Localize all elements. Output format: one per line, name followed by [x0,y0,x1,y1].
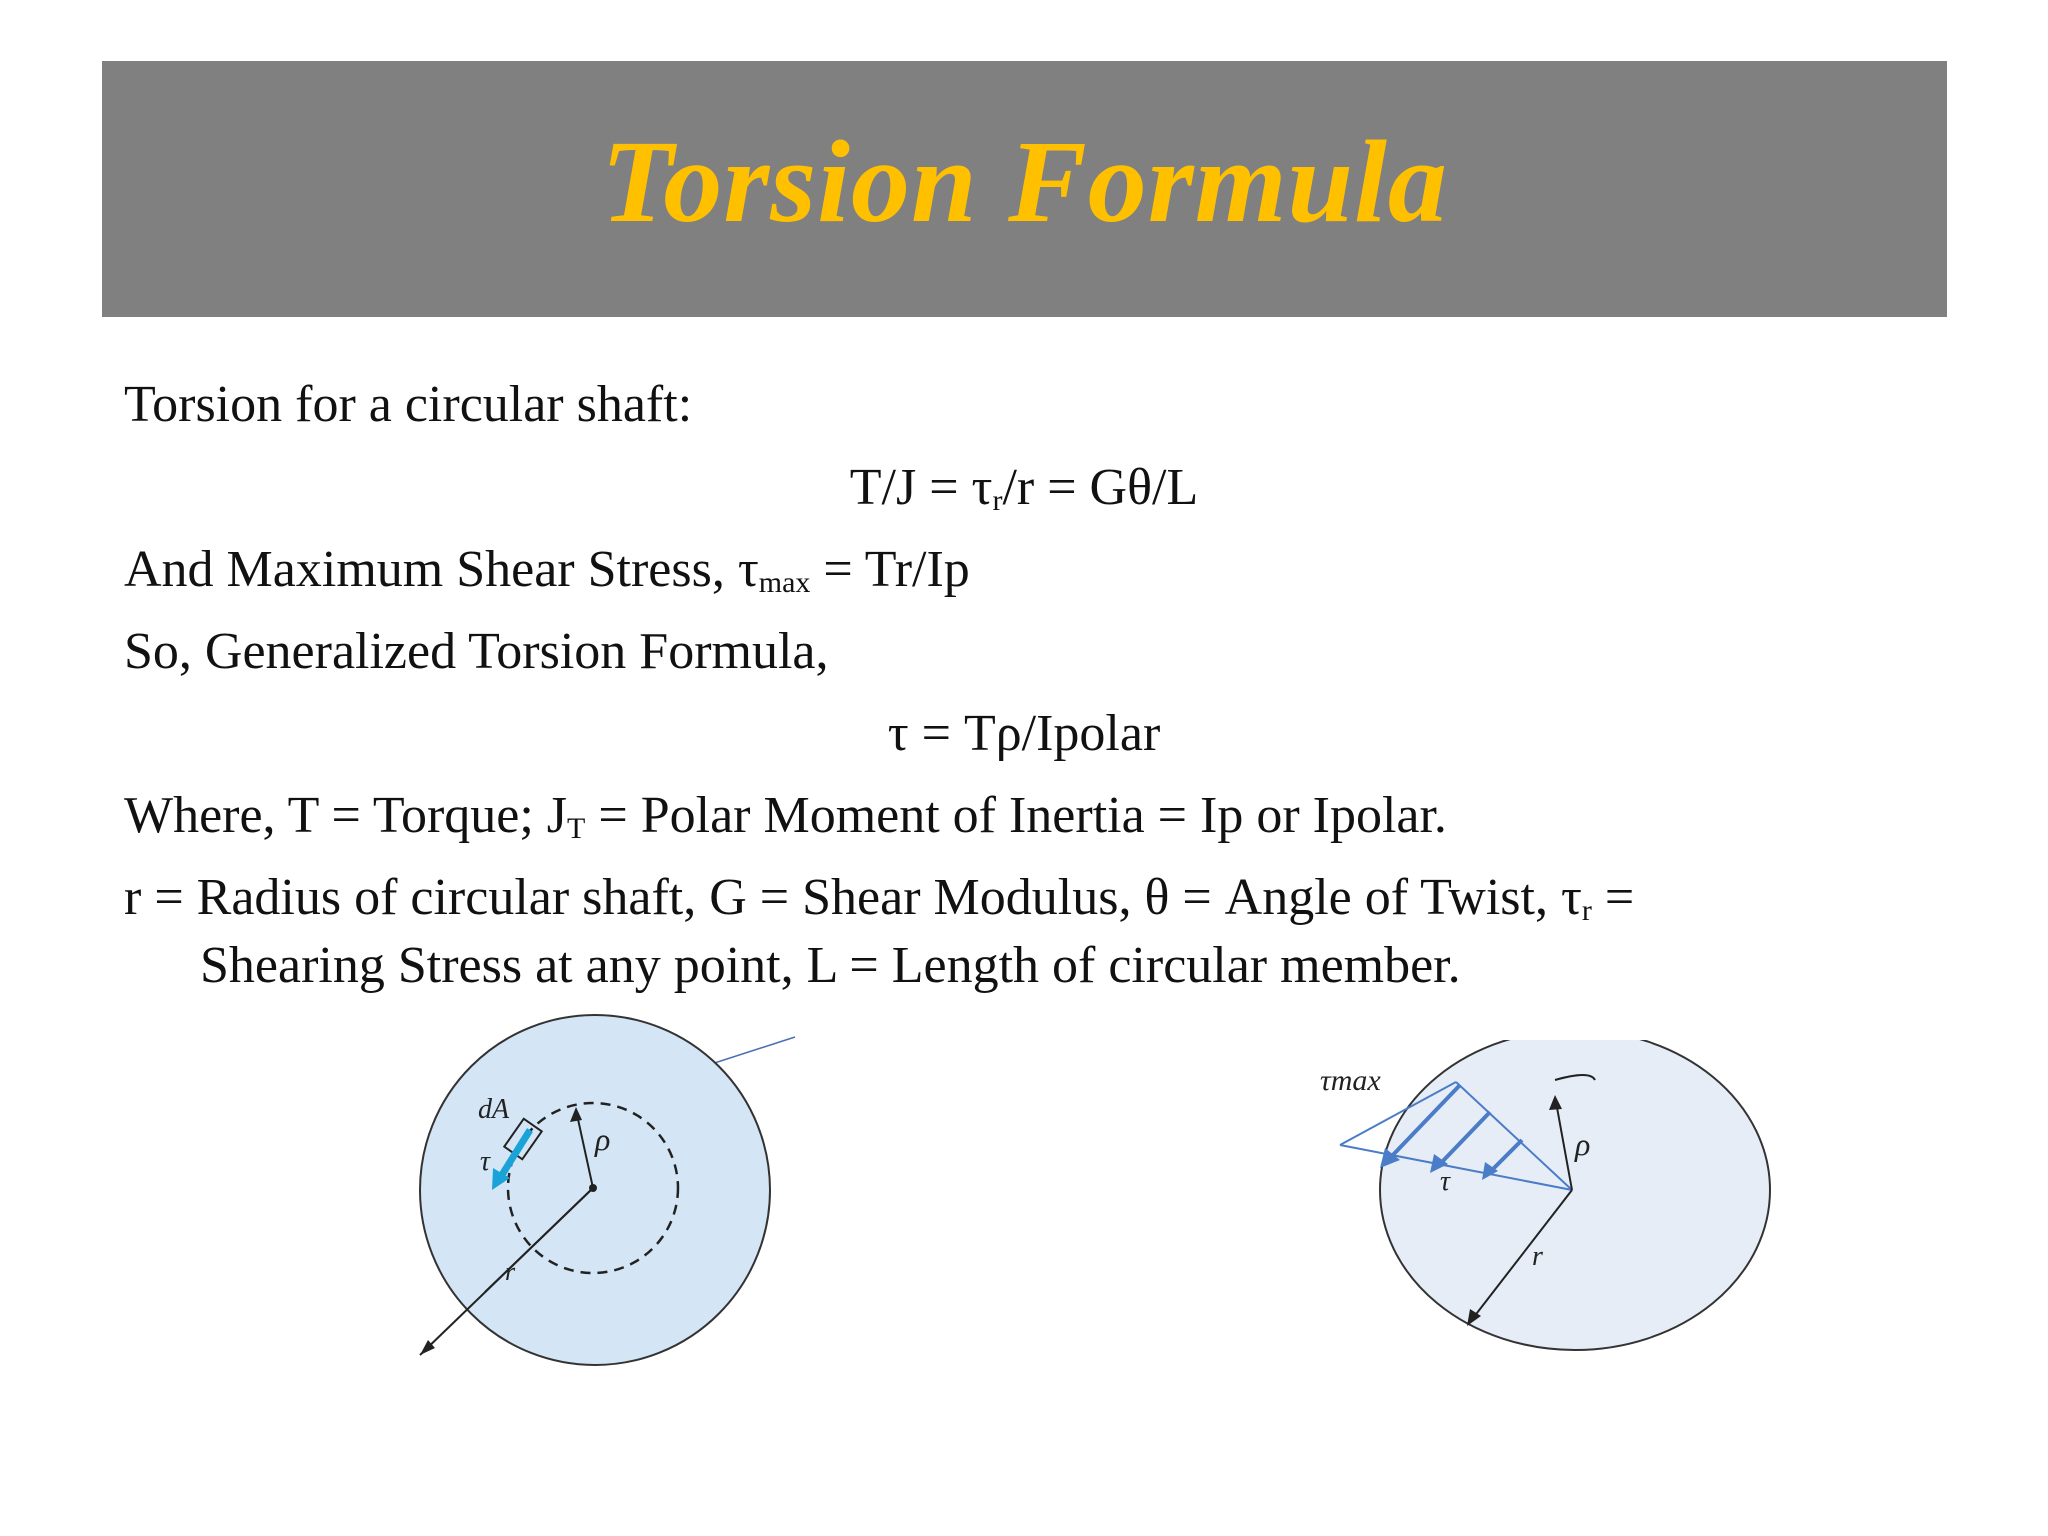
dA-label: dA [478,1094,510,1125]
text-subscript: T [567,812,586,845]
rho-label: ρ [1575,1126,1591,1162]
text-line-generalized [124,622,829,682]
equation-subscript: r [992,484,1003,517]
tau-max-label: τmax [1320,1064,1381,1097]
text-part: r = Radius of circular shaft, G = Shear Modulus, θ = Angle of Twist, τ [124,869,1582,926]
figure-shear-distribution [1300,1040,1800,1375]
text-subscript: max [758,566,811,599]
center-point [589,1184,597,1192]
text-line-definitions [124,868,1634,941]
equation-generalized [0,704,2048,764]
equation-torsion [0,458,2048,531]
text-line-definitions-cont [200,936,1461,996]
text-part: = Polar Moment of Inertia = Ip or Ipolar. [585,787,1447,844]
tau-label: τ [1440,1166,1451,1197]
text-line-torsion-intro [124,375,692,435]
shaft-disk [1380,1040,1770,1350]
equation-part: T/J = τ [849,459,993,516]
title-band [102,61,1947,317]
r-label: r [505,1257,516,1286]
text-torsion-intro: Torsion for a circular shaft: [124,376,693,433]
equation-generalized-text: τ = Tρ/Ipolar [887,705,1161,762]
tau-label: τ [480,1146,491,1177]
rho-label: ρ [595,1121,611,1157]
text-definitions-cont: Shearing Stress at any point, L = Length of circular member. [200,937,1461,994]
r-label: r [1532,1241,1543,1272]
text-part: = Tr/Ip [810,541,970,598]
figure-shaft-cross-section [400,1010,820,1385]
text-part: And Maximum Shear Stress, τ [124,541,759,598]
text-subscript: r [1581,894,1592,927]
text-part: = [1591,869,1635,926]
text-part: Where, T = Torque; J [124,787,568,844]
text-generalized: So, Generalized Torsion Formula, [124,623,829,680]
equation-part: /r = Gθ/L [1002,459,1199,516]
slide-title: Torsion Formula [601,116,1448,247]
text-line-max-shear [124,540,970,613]
text-line-where [124,786,1447,859]
